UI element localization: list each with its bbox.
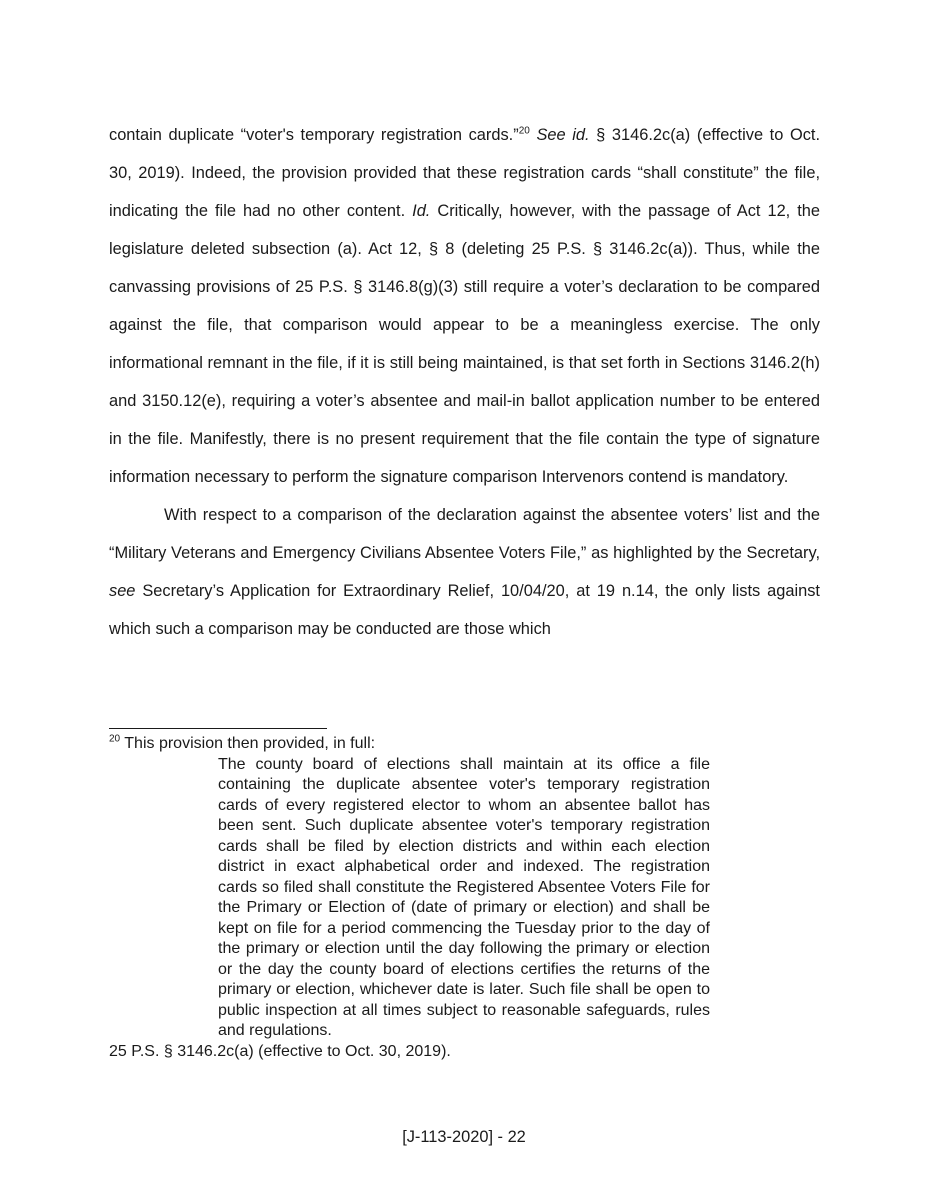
footnote-20 [109,734,820,1062]
paragraph-2 [109,496,820,648]
p1-text-1: contain duplicate “voter's temporary registration cards.” [109,126,519,144]
see-signal: see [109,582,136,600]
footnote-block-quote: The county board of elections shall maintain at its office a file containing the duplicate absentee voter's temporary registration cards of every registered elector to whom an absentee ballot has been sent. Such duplicate absentee voter's temporary registration cards shall be filed by election districts and within each election district in exact alphabetical order and indexed. The registration cards so filed shall constitute the Registered Absentee Voters File for the Primary or Election of (date of primary or election) and shall be kept on file for a period commencing the Tuesday prior to the day of the primary or election until the day following the primary or election or the day the county board of elections certifies the returns of the primary or election, whichever date is later. Such file shall be open to public inspection at all times subject to reasonable safeguards, rules and regulations. [218,755,710,1039]
footnote-intro [109,734,820,755]
footnote-number: 20 [109,733,121,745]
p2-text-1: With respect to a comparison of the declaration against the absentee voters’ list and the “Military Veterans and Emergency Civilians Absentee Voters File,” as highlighted by the Secretary, [109,506,820,562]
p1-text-2: § 3146.2c(a) (effective to Oct. 30, 2019). Indeed, the provision provided that these registration cards “shall constitute” the file, indicating the file had no other content. [109,126,821,220]
see-id-signal: See id. [536,126,590,144]
footnote-intro-text: This provision then provided, in full: [120,735,376,752]
p2-text-2: Secretary’s Application for Extraordinary Relief, 10/04/20, at 19 n.14, the only lists against which such a comparison may be conducted are those which [109,582,820,638]
footnote-citation: 25 P.S. § 3146.2c(a) (effective to Oct. 30, 2019). [109,1042,451,1060]
page-footer-number: [J-113-2020] - 22 [402,1128,526,1146]
p1-text-3: Critically, however, with the passage of Act 12, the legislature deleted subsection (a). Act 12, § 8 (deleting 25 P.S. § 3146.2c(a)). Thus, while the canvassing provisions of 25 P.S. § 3146.8(g)(3) still require a voter’s declaration to be compared against the file, that comparison would appear to be a meaningless exercise. The only informational remnant in the file, if it is still being maintained, is that set forth in Sections 3146.2(h) and 3150.12(e), requiring a voter’s absentee and mail-in ballot application number to be entered in the file. Manifestly, there is no present requirement that the file contain the type of signature information necessary to perform the signature comparison Intervenors contend is mandatory. [109,202,821,486]
footnote-reference: 20 [518,125,530,137]
footnote-separator [109,728,327,729]
paragraph-1 [109,116,820,496]
id-signal: Id. [412,202,431,220]
main-body-text [109,116,820,648]
